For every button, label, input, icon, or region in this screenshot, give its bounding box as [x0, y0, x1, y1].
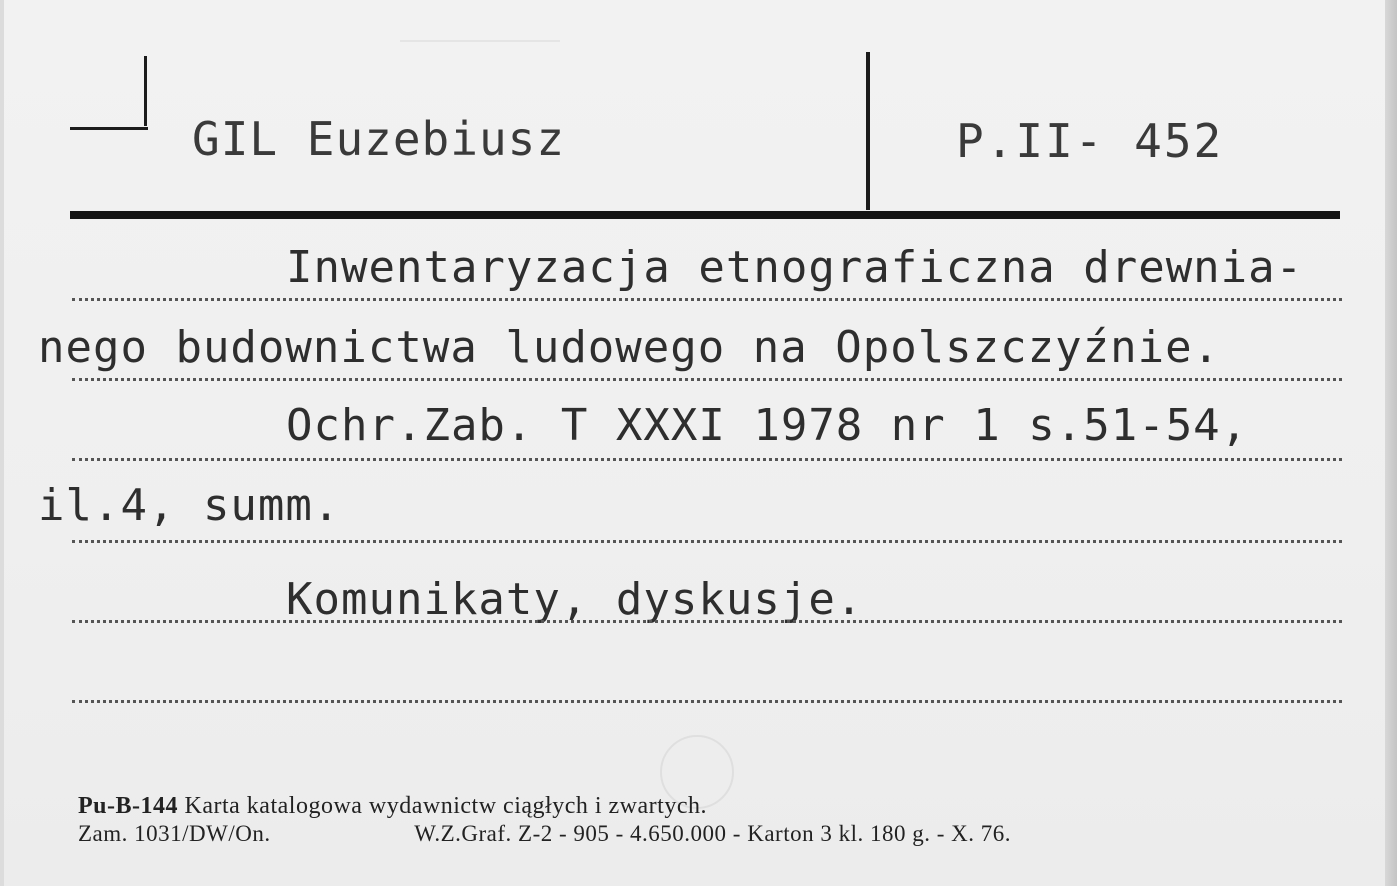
- header-rule: [70, 211, 1340, 219]
- footer-print-line: [78, 822, 1340, 845]
- card-left-edge: [0, 0, 4, 886]
- dotted-rule: [72, 620, 1342, 623]
- dotted-rule: [72, 700, 1342, 703]
- source-line-1: Ochr.Zab. T XXXI 1978 nr 1 s.51-54,: [286, 400, 1249, 451]
- order-number: Zam. 1031/DW/On.: [78, 821, 271, 846]
- title-line-2: nego budownictwa ludowego na Opolszczyźnie.: [38, 322, 1221, 373]
- form-code: Pu-B-144: [78, 793, 178, 819]
- dotted-rule: [72, 458, 1342, 461]
- card-right-edge: [1385, 0, 1397, 886]
- dotted-rule: [72, 378, 1342, 381]
- faint-mark: [400, 40, 560, 42]
- form-title: Karta katalogowa wydawnictw ciągłych i zwartych.: [184, 793, 707, 819]
- section-line: Komunikaty, dyskusje.: [286, 574, 864, 625]
- call-number: P.II- 452: [956, 114, 1224, 168]
- footer-form-line: [78, 794, 707, 818]
- corner-mark-horizontal: [70, 127, 148, 130]
- source-line-2: il.4, summ.: [38, 480, 341, 531]
- title-line-1: Inwentaryzacja etnograficzna drewnia-: [286, 242, 1304, 293]
- header-divider: [866, 52, 870, 210]
- dotted-rule: [72, 298, 1342, 301]
- author-name: GIL Euzebiusz: [192, 112, 566, 166]
- dotted-rule: [72, 540, 1342, 543]
- print-info: W.Z.Graf. Z-2 - 905 - 4.650.000 - Karton 3 kl. 180 g. - X. 76.: [414, 821, 1011, 846]
- corner-mark-vertical: [144, 56, 147, 126]
